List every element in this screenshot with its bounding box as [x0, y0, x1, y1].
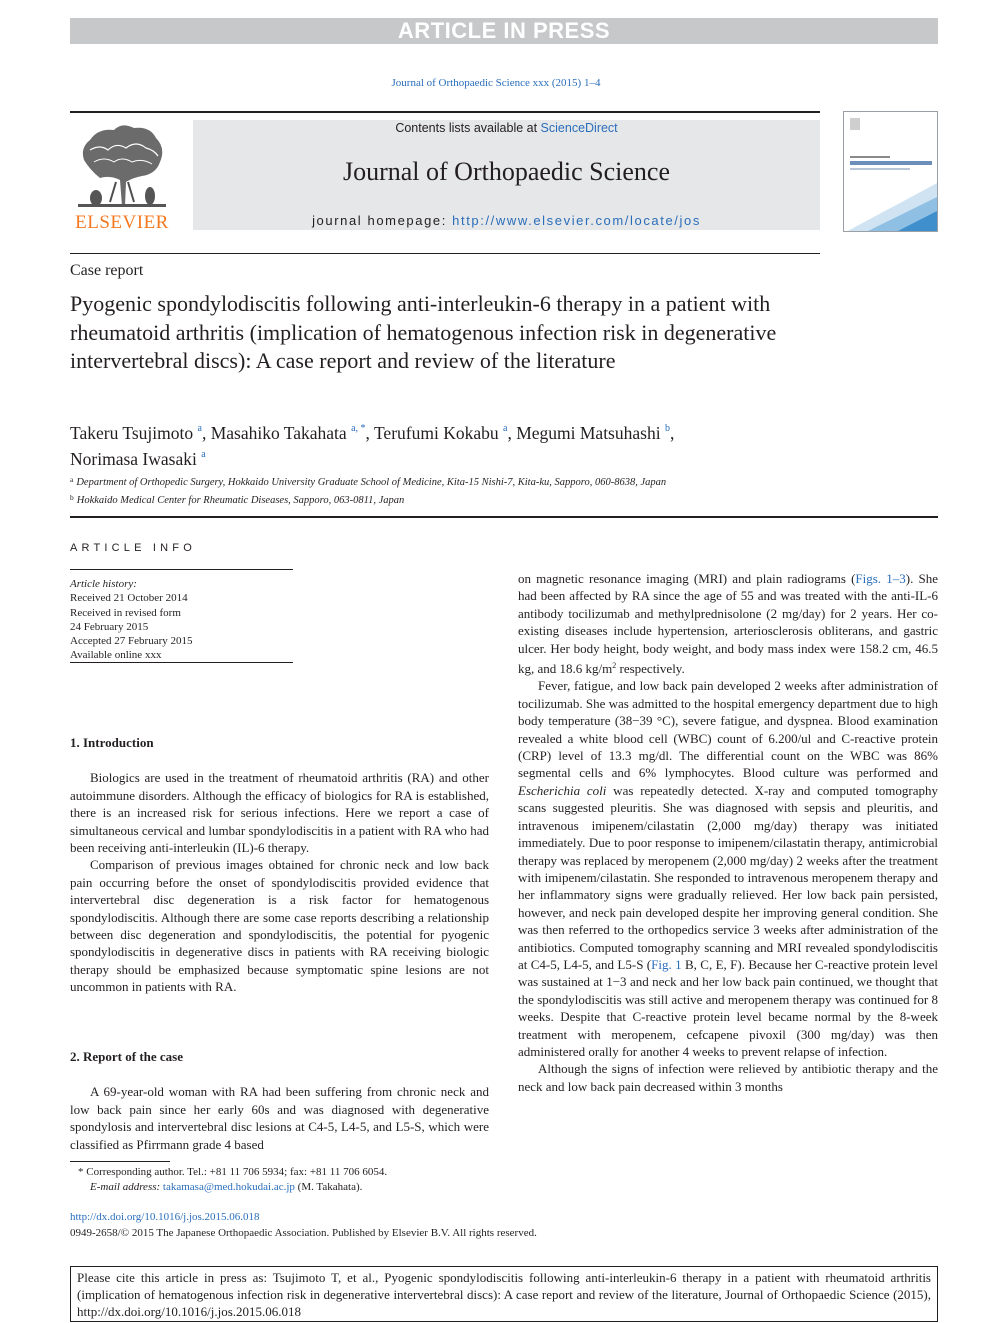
- text-run: ). She had been affected by RA since the age of 55 and was treated with the anti-IL-6 antibody tocilizumab and methylprednisolone (2 mg/day) for 2 years. Her co-existing diseases include hypertension, arteriosclerosis obliterans, and gastric ulcer. Her body height, body weight, and body mass index were 158.2 cm, 46.5 kg, and 18.6 kg/m: [518, 571, 938, 677]
- article-info-rule-top: [70, 569, 293, 570]
- author-list: [70, 418, 830, 470]
- paragraph: Although the signs of infection were relieved by antibiotic therapy and the neck and low back pain decreased within 3 months: [518, 1061, 938, 1094]
- section-heading-case: 2. Report of the case: [70, 1049, 183, 1064]
- journal-header-box: [193, 120, 820, 230]
- corresponding-author-note: * Corresponding author. Tel.: +81 11 706 5934; fax: +81 11 706 6054.: [78, 1166, 388, 1178]
- doi-link[interactable]: http://dx.doi.org/10.1016/j.jos.2015.06.018: [70, 1211, 260, 1223]
- email-suffix: (M. Takahata).: [294, 1181, 363, 1193]
- homepage-line: [193, 213, 820, 228]
- contents-prefix: Contents lists available at: [395, 121, 541, 135]
- sciencedirect-link[interactable]: ScienceDirect: [540, 121, 618, 135]
- affiliation-text: Department of Orthopedic Surgery, Hokkaido University Graduate School of Medicine, Kita-15 Nishi-7, Kita-ku, Sapporo, 060-8638, Japan: [76, 477, 667, 488]
- paragraph: Biologics are used in the treatment of rheumatoid arthritis (RA) and other autoimmune disorders. Although the efficacy of biologics for RA is established, there is an increased risk for serious infections. Here we report a case of simultaneous cervical and lumbar spondylodiscitis in a patient with RA who had been receiving anti-interleukin (IL)-6 therapy.: [70, 770, 489, 856]
- article-in-press-banner: ARTICLE IN PRESS: [70, 18, 938, 44]
- history-line: Accepted 27 February 2015: [70, 635, 193, 648]
- homepage-prefix: journal homepage:: [312, 213, 453, 228]
- paragraph: Comparison of previous images obtained for chronic neck and low back pain occurring before the onset of spondylodiscitis provided evidence that intervertebral disc degeneration is a risk factor for hematogenous spondylodiscitis. Although there are some case reports describing a relationship between disc degeneration and spondylodiscitis, the potential for pyogenic spondylodiscitis in degenerative discs in patients with RA receiving biologic therapy should be emphasized because symptomatic spine lesions are not uncommon in patients with RA.: [70, 857, 489, 995]
- italic-organism: Escherichia coli: [518, 782, 607, 798]
- journal-cover-thumbnail[interactable]: [843, 111, 938, 232]
- author-affiliation-marker[interactable]: a: [201, 449, 206, 460]
- author-name[interactable]: Terufumi Kokabu: [373, 423, 499, 443]
- footnotes: [70, 1165, 489, 1195]
- affiliation-marker: b: [70, 492, 74, 502]
- left-column-introduction: [70, 734, 489, 996]
- article-info-heading: ARTICLE INFO: [70, 542, 196, 554]
- right-column: [518, 570, 938, 1095]
- footnote-rule: [70, 1161, 170, 1162]
- article-type: Case report: [70, 262, 144, 279]
- author-separator: ,: [201, 423, 211, 443]
- history-line: Received in revised form: [70, 606, 181, 619]
- journal-reference-link[interactable]: Journal of Orthopaedic Science xxx (2015) 1–4: [391, 77, 601, 89]
- header-rule: [70, 111, 820, 113]
- article-info-rule-bottom: [70, 662, 293, 663]
- superscript: 2: [612, 661, 617, 671]
- affiliations: [70, 473, 830, 508]
- copyright-line: 0949-2658/© 2015 The Japanese Orthopaedic Association. Published by Elsevier B.V. All rights reserved.: [70, 1227, 537, 1239]
- author-separator: ,: [507, 423, 517, 443]
- paragraph: A 69-year-old woman with RA had been suffering from chronic neck and low back pain since her early 60s and was diagnosed with degenerative spondylosis and intervertebral disc lesions at C4-5, L4-5, and L5-S, which were classified as Pfirrmann grade 4 based: [70, 1084, 489, 1152]
- header-rule-bottom: [70, 253, 820, 254]
- text-run: was repeatedly detected. X-ray and computed tomography scans suggested pleuritis. She was diagnosed with sepsis and pleuritis, and intravenous imipenem/cilastatin (2,000 mg/day) therapy was initiated immediately. Due to poor response to imipenem/cilastatin therapy, antimicrobial therapy was replaced by meropenem (2,000 mg/day) 2 weeks after the treatment with imipenem/cilastatin. She responded to intravenous meropenem therapy and her inflammatory signs were gradually relieved. Her low back pain persisted, however, and neck pain developed despite her improving general condition. She was then referred to the orthopedics service 3 weeks after administration of the antibiotics. Computed tomography scanning and MRI revealed spondylodiscitis at C4-5, L4-5, and L5-S (: [518, 782, 939, 972]
- contents-line: [193, 121, 820, 135]
- affiliation-item: [70, 491, 830, 509]
- text-run: respectively.: [616, 661, 685, 677]
- figure-link[interactable]: Fig. 1: [651, 956, 682, 972]
- author-affiliation-marker[interactable]: a, *: [351, 423, 366, 434]
- author-name[interactable]: Masahiko Takahata: [210, 423, 347, 443]
- author-affiliation-marker[interactable]: a: [197, 423, 202, 434]
- article-title: Pyogenic spondylodiscitis following anti-interleukin-6 therapy in a patient with rheumatoid arthritis (implication of hematogenous infection risk in degenerative intervertebral discs): A case report and review of the literature: [70, 291, 777, 373]
- author-name[interactable]: Megumi Matsuhashi: [516, 423, 661, 443]
- history-line: 24 February 2015: [70, 620, 149, 633]
- figure-link[interactable]: Figs. 1–3: [855, 571, 906, 586]
- history-line: Received 21 October 2014: [70, 592, 188, 605]
- cover-image: [844, 112, 938, 232]
- author-affiliation-marker[interactable]: b: [664, 423, 670, 434]
- email-link[interactable]: takamasa@med.hokudai.ac.jp: [162, 1181, 295, 1193]
- history-line: Available online xxx: [70, 649, 162, 662]
- history-label: Article history:: [70, 578, 137, 590]
- text-run: B, C, E, F). Because her C-reactive protein level was sustained at 1−3 and neck and her low back pain continued, we thought that the spondylodiscitis was still active and meropenem therapy was continued for 8 weeks. Despite that C-reactive protein level became normal by the 8-week treatment with meropenem, cefcapene pivoxil (300 mg/day) was then administered orally for another 4 weeks to prevent relapse of infection.: [518, 956, 938, 1059]
- elsevier-wordmark[interactable]: ELSEVIER: [75, 212, 169, 233]
- email-note: [70, 1180, 489, 1195]
- citation-box: Please cite this article in press as: Tsujimoto T, et al., Pyogenic spondylodiscitis following anti-interleukin-6 therapy in a patient with rheumatoid arthritis (implication of hematogenous infection risk in degenerative intervertebral discs): A case report and review of the literature, Journal of Orthopaedic Science (2015), http://dx.doi.org/10.1016/j.jos.2015.06.018: [70, 1266, 938, 1322]
- journal-title: Journal of Orthopaedic Science: [342, 157, 671, 186]
- text-run: Fever, fatigue, and low back pain developed 2 weeks after administration of tocilizumab. She was admitted to the hospital emergency department due to high body temperature (38−39 °C), severe fatigue, and dyspnea. Blood examination revealed a white blood cell (WBC) count of 6.200/ul and C-reactive protein (CRP) level of 13.3 mg/dl. The differential count on the WBC was 86% segmental cells and 6% lymphocytes. Blood culture was performed and: [518, 678, 938, 781]
- author-separator: ,: [365, 423, 374, 443]
- homepage-link[interactable]: http://www.elsevier.com/locate/jos: [452, 213, 701, 228]
- section-heading-introduction: 1. Introduction: [70, 735, 154, 750]
- author-separator: ,: [669, 423, 675, 443]
- paragraph: [518, 570, 938, 677]
- author-name[interactable]: Takeru Tsujimoto: [70, 423, 194, 443]
- paragraph: [518, 677, 938, 1060]
- main-rule: [70, 516, 938, 518]
- text-run: on magnetic resonance imaging (MRI) and plain radiograms (: [518, 571, 856, 586]
- left-column-case-report: [70, 1048, 489, 1153]
- affiliation-marker: a: [70, 475, 74, 484]
- email-label: E-mail address:: [90, 1181, 163, 1193]
- affiliation-text: Hokkaido Medical Center for Rheumatic Diseases, Sapporo, 063-0811, Japan: [76, 494, 405, 506]
- affiliation-item: [70, 473, 830, 491]
- article-history: [70, 577, 293, 663]
- author-affiliation-marker[interactable]: a: [502, 423, 508, 434]
- author-name[interactable]: Norimasa Iwasaki: [70, 449, 197, 469]
